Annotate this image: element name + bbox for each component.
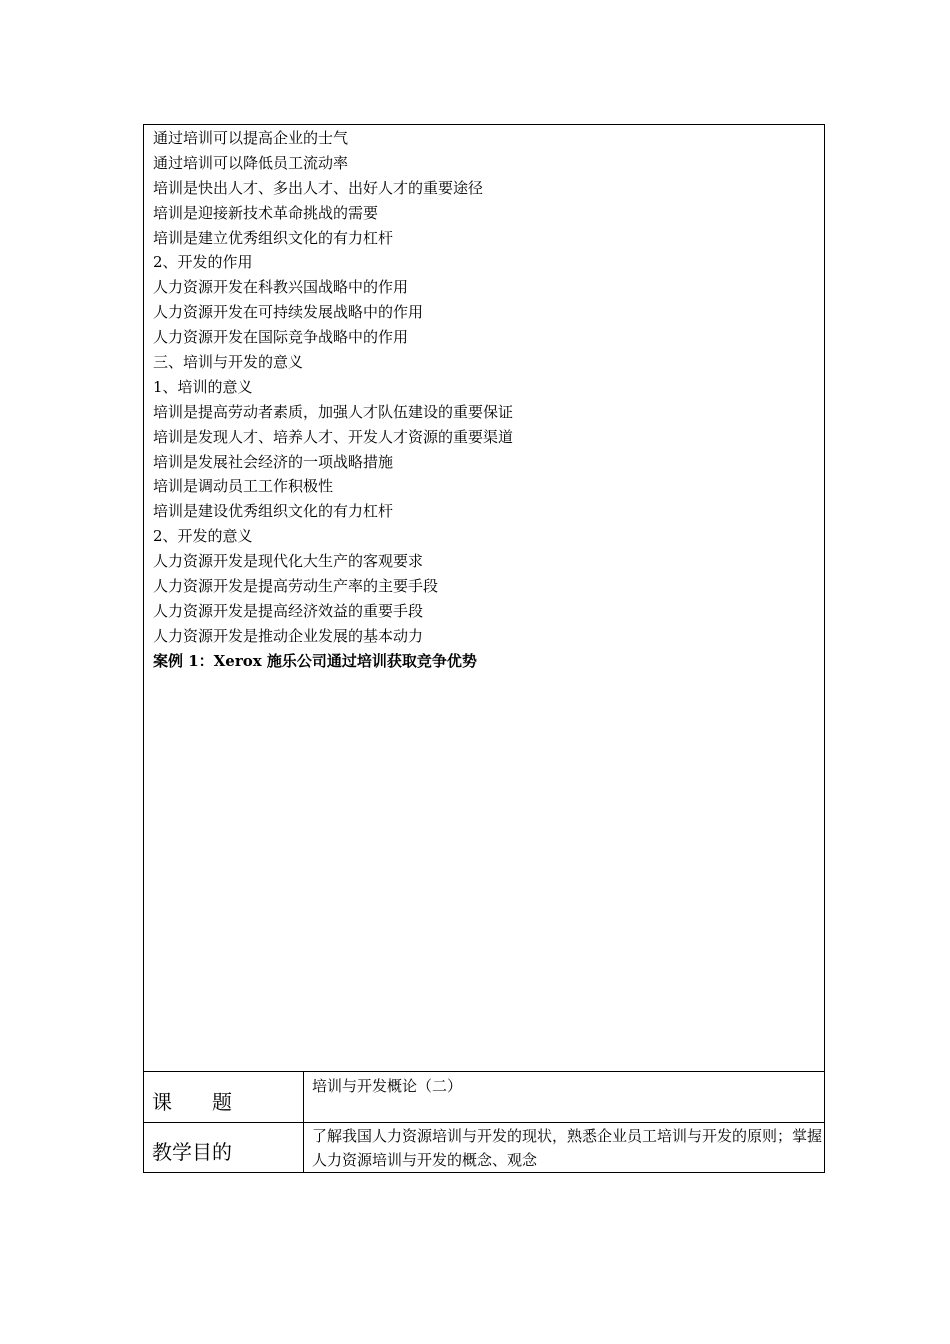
section-heading: 1、培训的意义 (153, 377, 253, 396)
text-line: 培训是建立优秀组织文化的有力杠杆 (153, 228, 394, 247)
text-line: 人力资源开发是推动企业发展的基本动力 (153, 626, 424, 645)
text-line: 培训是提高劳动者素质，加强人才队伍建设的重要保证 (153, 402, 514, 421)
topic-value: 培训与开发概论（二） (312, 1077, 463, 1095)
text-line: 人力资源开发是提高劳动生产率的主要手段 (153, 577, 439, 596)
text-line: 人力资源开发是现代化大生产的客观要求 (153, 552, 424, 571)
column-divider (303, 1071, 304, 1173)
section-heading: 2、开发的意义 (153, 527, 253, 546)
section-heading: 2、开发的作用 (153, 253, 253, 272)
text-line: 培训是建设优秀组织文化的有力杠杆 (153, 502, 394, 521)
text-line: 培训是发展社会经济的一项战略措施 (153, 452, 394, 471)
row-divider (143, 1071, 825, 1072)
section-heading: 三、培训与开发的意义 (153, 353, 304, 372)
text-line: 培训是调动员工工作积极性 (153, 477, 334, 496)
text-line: 人力资源开发是提高经济效益的重要手段 (153, 601, 424, 620)
content-cell (144, 125, 824, 1071)
text-line: 人力资源开发在国际竞争战略中的作用 (153, 328, 409, 347)
text-line: 人力资源开发在科教兴国战略中的作用 (153, 278, 409, 297)
text-line: 培训是快出人才、多出人才、出好人才的重要途径 (153, 178, 484, 197)
topic-label: 课 题 (152, 1090, 232, 1114)
text-line: 人力资源开发在可持续发展战略中的作用 (153, 303, 424, 322)
objective-value: 了解我国人力资源培训与开发的现状，熟悉企业员工培训与开发的原则；掌握人力资源培训与开发的概念、观念 (312, 1127, 823, 1169)
row-divider (143, 1122, 825, 1123)
text-line: 培训是发现人才、培养人才、开发人才资源的重要渠道 (153, 427, 514, 446)
text-line: 通过培训可以提高企业的士气 (153, 129, 349, 147)
objective-label: 教学目的 (152, 1140, 232, 1164)
text-line: 通过培训可以降低员工流动率 (153, 153, 349, 172)
text-line: 培训是迎接新技术革命挑战的需要 (153, 203, 379, 222)
case-title: 案例 1：Xerox 施乐公司通过培训获取竞争优势 (153, 651, 477, 670)
